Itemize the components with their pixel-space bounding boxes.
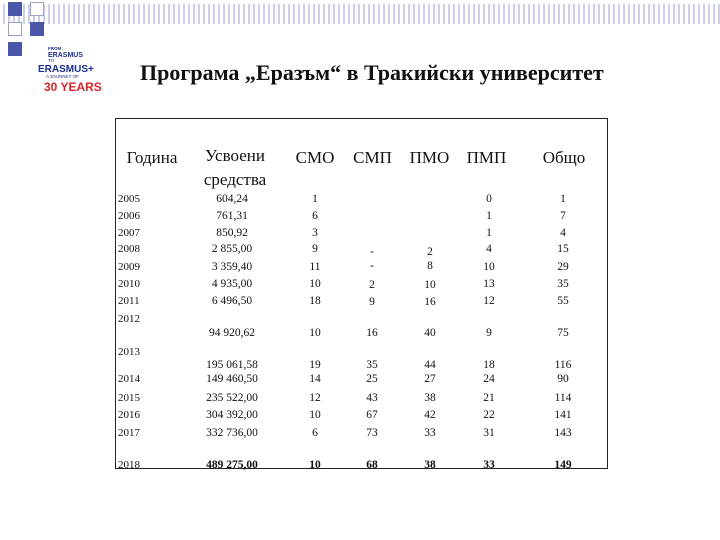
- logo-line6: 30 YEARS: [44, 80, 102, 94]
- header-funds-line2: средства: [203, 170, 267, 189]
- table-cell-pmo: 38: [424, 459, 436, 471]
- erasmus-30-years-logo: [34, 44, 104, 104]
- table-cell-funds: 489 275,00: [206, 459, 258, 471]
- table-cell-pmp: 1: [486, 210, 492, 222]
- table-cell-pmo: 8: [427, 260, 433, 272]
- table-cell-year: 2015: [118, 392, 140, 404]
- table-cell-pmo: 16: [424, 296, 436, 308]
- table-cell-funds: 94 920,62: [209, 327, 255, 339]
- table-cell-smo: 1: [312, 193, 318, 205]
- table-cell-smo: 10: [309, 459, 321, 471]
- header-smp: СМП: [353, 148, 392, 167]
- table-cell-pmo: 44: [424, 359, 436, 371]
- table-cell-funds: 235 522,00: [206, 392, 258, 404]
- table-cell-smo: 9: [312, 243, 318, 255]
- table-cell-pmo: 42: [424, 409, 436, 421]
- table-cell-total: 55: [557, 295, 569, 307]
- table-cell-smp: -: [370, 246, 374, 258]
- table-cell-smo: 14: [309, 373, 321, 385]
- table-cell-pmo: 33: [424, 427, 436, 439]
- table-cell-total: 4: [560, 227, 566, 239]
- table-cell-funds: 761,31: [216, 210, 248, 222]
- table-cell-pmp: 12: [483, 295, 495, 307]
- square-decoration: [8, 22, 22, 36]
- table-cell-year: 2005: [118, 193, 140, 205]
- table-cell-smo: 10: [309, 327, 321, 339]
- table-cell-smo: 10: [309, 409, 321, 421]
- table-cell-smo: 19: [309, 359, 321, 371]
- table-cell-smp: 35: [366, 359, 378, 371]
- table-cell-total: 15: [557, 243, 569, 255]
- table-cell-pmp: 31: [483, 427, 495, 439]
- table-cell-year: 2017: [118, 427, 140, 439]
- table-cell-pmp: 33: [483, 459, 495, 471]
- table-cell-pmo: 2: [427, 246, 433, 258]
- table-cell-year: 2013: [118, 346, 140, 358]
- table-cell-year: 2010: [118, 278, 140, 290]
- table-cell-year: 2016: [118, 409, 140, 421]
- square-decoration: [8, 42, 22, 56]
- table-cell-pmp: 9: [486, 327, 492, 339]
- table-cell-smp: 2: [369, 279, 375, 291]
- table-cell-total: 141: [554, 409, 572, 421]
- table-cell-total: 7: [560, 210, 566, 222]
- table-cell-year: 2009: [118, 261, 140, 273]
- table-cell-year: 2014: [118, 373, 140, 385]
- table-cell-smp: 25: [366, 373, 378, 385]
- table-cell-total: 116: [554, 359, 572, 371]
- table-cell-funds: 149 460,50: [206, 373, 258, 385]
- logo-line3: TO: [48, 58, 55, 63]
- table-cell-total: 114: [554, 392, 572, 404]
- table-cell-funds: 332 736,00: [206, 427, 258, 439]
- table-cell-total: 143: [554, 427, 572, 439]
- table-cell-smp: 43: [366, 392, 378, 404]
- header-total: Общо: [542, 148, 586, 167]
- table-cell-smo: 10: [309, 278, 321, 290]
- table-cell-total: 75: [557, 327, 569, 339]
- logo-line2: ERASMUS: [48, 52, 84, 59]
- table-cell-total: 149: [554, 459, 572, 471]
- logo-line4: ERASMUS+: [38, 64, 94, 75]
- table-cell-funds: 195 061,58: [206, 359, 258, 371]
- table-cell-smo: 6: [312, 210, 318, 222]
- table-cell-funds: 4 935,00: [211, 278, 253, 290]
- table-cell-year: 2008: [118, 243, 140, 255]
- logo-line1: FROM: [48, 46, 62, 51]
- square-decoration: [30, 22, 44, 36]
- table-cell-smp: 16: [366, 327, 378, 339]
- table-cell-funds: 2 855,00: [211, 243, 253, 255]
- table-cell-funds: 3 359,40: [211, 261, 253, 273]
- table-cell-smo: 3: [312, 227, 318, 239]
- header-funds-line1: Усвоени: [205, 146, 265, 165]
- table-cell-year: 2011: [118, 295, 140, 307]
- table-cell-total: 35: [557, 278, 569, 290]
- table-cell-smo: 18: [309, 295, 321, 307]
- table-cell-pmo: 27: [424, 373, 436, 385]
- table-cell-year: 2018: [118, 459, 140, 471]
- table-cell-pmo: 10: [424, 279, 436, 291]
- square-decoration: [30, 2, 44, 16]
- table-cell-total: 29: [557, 261, 569, 273]
- table-cell-smp: 68: [366, 459, 378, 471]
- table-cell-total: 90: [557, 373, 569, 385]
- table-cell-pmp: 1: [486, 227, 492, 239]
- header-year: Година: [126, 148, 178, 167]
- table-cell-funds: 604,24: [216, 193, 248, 205]
- table-cell-smp: 9: [369, 296, 375, 308]
- table-cell-pmp: 0: [486, 193, 492, 205]
- table-cell-smp: 67: [366, 409, 378, 421]
- logo-line5: A JOURNEY OF: [46, 74, 79, 79]
- table-cell-pmp: 22: [483, 409, 495, 421]
- table-cell-smp: 73: [366, 427, 378, 439]
- header-pmp: ПМП: [466, 148, 507, 167]
- table-cell-funds: 304 392,00: [206, 409, 258, 421]
- table-cell-smo: 11: [309, 261, 321, 273]
- table-cell-year: 2006: [118, 210, 140, 222]
- square-decoration: [8, 2, 22, 16]
- top-decoration: [0, 0, 720, 28]
- table-cell-pmp: 24: [483, 373, 495, 385]
- table-cell-pmo: 38: [424, 392, 436, 404]
- table-cell-smp: -: [370, 260, 374, 272]
- table-cell-pmo: 40: [424, 327, 436, 339]
- top-stripe: [0, 4, 720, 24]
- table-cell-smo: 6: [312, 427, 318, 439]
- table-cell-pmp: 10: [483, 261, 495, 273]
- table-cell-pmp: 13: [483, 278, 495, 290]
- table-cell-pmp: 4: [486, 243, 492, 255]
- page-title: Програма „Еразъм“ в Тракийски университет: [140, 60, 604, 85]
- table-cell-funds: 6 496,50: [211, 295, 253, 307]
- table-cell-year: 2012: [118, 313, 140, 325]
- table-cell-total: 1: [560, 193, 566, 205]
- table-cell-funds: 850,92: [216, 227, 248, 239]
- table-cell-smo: 12: [309, 392, 321, 404]
- header-pmo: ПМО: [409, 148, 450, 167]
- table-cell-pmp: 18: [483, 359, 495, 371]
- header-smo: СМО: [295, 148, 335, 167]
- table-cell-pmp: 21: [483, 392, 495, 404]
- table-cell-year: 2007: [118, 227, 140, 239]
